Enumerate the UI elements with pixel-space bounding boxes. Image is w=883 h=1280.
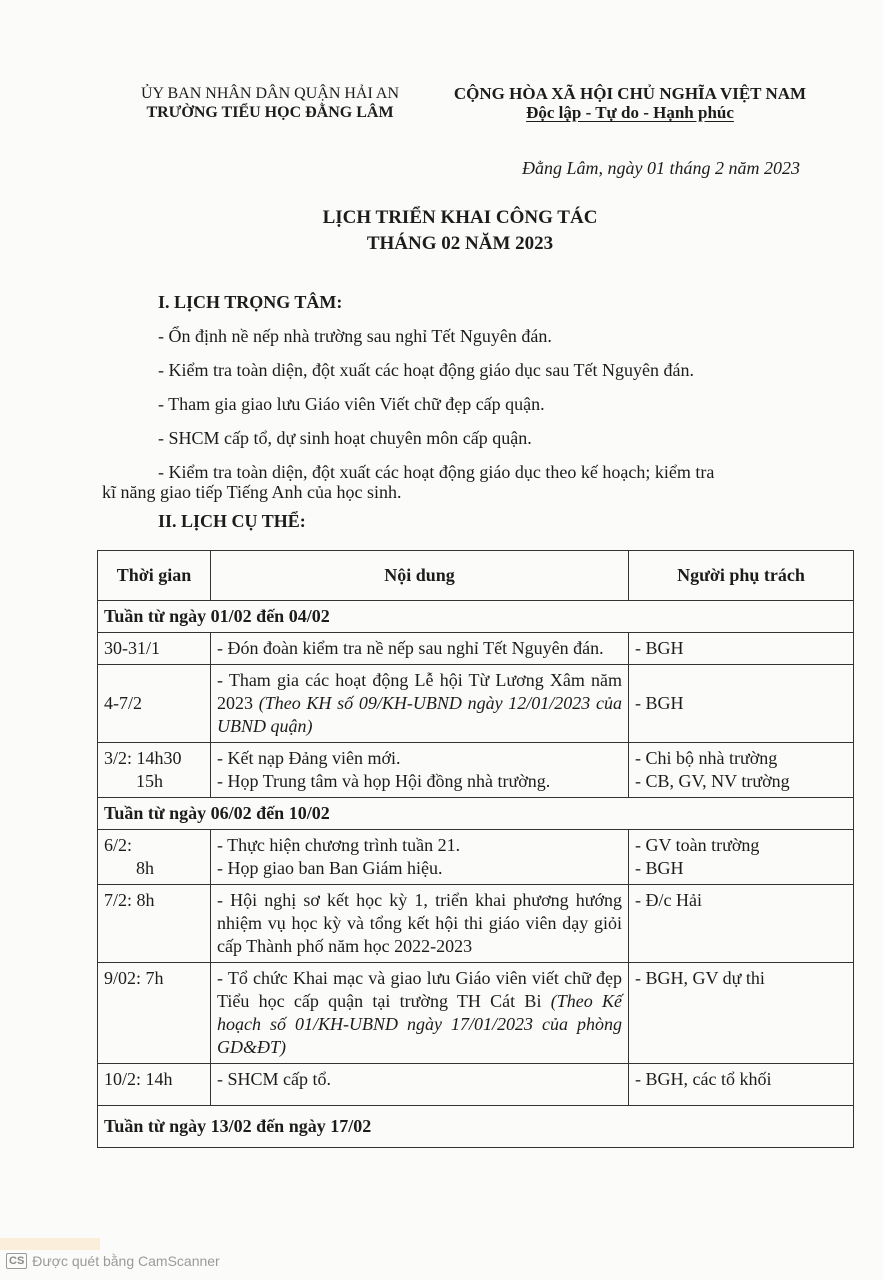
focus-item: - Kiểm tra toàn diện, đột xuất các hoạt động giáo dục theo kế hoạch; kiểm tra	[158, 462, 715, 482]
section-2-heading: II. LỊCH CỤ THỂ:	[158, 511, 306, 531]
authority-line: ỦY BAN NHÂN DÂN QUẬN HẢI AN	[140, 85, 400, 102]
title-line-2: THÁNG 02 NĂM 2023	[366, 233, 554, 254]
week-row	[98, 601, 854, 633]
week-label: Tuần từ ngày 06/02 đến 10/02	[98, 798, 854, 830]
person-cell: - BGH	[629, 665, 854, 743]
content-text: - Họp Trung tâm và họp Hội đồng nhà trường.	[217, 771, 551, 791]
time-cell: 4-7/2	[98, 665, 211, 743]
person-value: - BGH	[635, 858, 684, 878]
table-row	[98, 665, 854, 743]
time-value: 6/2:	[104, 835, 133, 855]
focus-item: - Ổn định nề nếp nhà trường sau nghỉ Tết Nguyên đán.	[158, 326, 552, 346]
table-row	[98, 743, 854, 798]
scanner-watermark	[6, 1253, 220, 1269]
school-name: TRƯỜNG TIỂU HỌC ĐẰNG LÂM	[146, 104, 394, 121]
person-cell: - BGH, các tổ khối	[629, 1064, 854, 1106]
content-text: - Tổ chức Khai mạc và giao lưu Giáo viên viết chữ đẹp Tiểu học cấp quận tại trường TH Cát Bi	[217, 968, 622, 1011]
table-header-row	[98, 551, 854, 601]
content-cell: - Hội nghị sơ kết học kỳ 1, triển khai phương hướng nhiệm vụ học kỳ và tổng kết hội thi giáo viên dạy giỏi cấp Thành phố năm học 2022-2023	[211, 885, 629, 963]
person-value: - GV toàn trường	[635, 835, 760, 855]
header-person: Người phụ trách	[629, 551, 854, 601]
content-reference: (Theo Kế hoạch số 01/KH-UBND ngày 17/01/2023 của phòng GD&ĐT)	[217, 991, 622, 1057]
week-row	[98, 1106, 854, 1148]
person-cell	[629, 743, 854, 798]
person-cell: - Đ/c Hải	[629, 885, 854, 963]
header-content: Nội dung	[211, 551, 629, 601]
content-cell: - Đón đoàn kiểm tra nề nếp sau nghỉ Tết Nguyên đán.	[211, 633, 629, 665]
content-text: - Kết nạp Đảng viên mới.	[217, 748, 401, 768]
focus-item: - SHCM cấp tổ, dự sinh hoạt chuyên môn cấp quận.	[158, 428, 532, 448]
content-text: - Thực hiện chương trình tuần 21.	[217, 835, 461, 855]
week-row	[98, 798, 854, 830]
table-row	[98, 885, 854, 963]
focus-item: - Tham gia giao lưu Giáo viên Viết chữ đẹp cấp quận.	[158, 394, 545, 414]
content-text: - Tham gia các hoạt động Lễ hội Từ Lương Xâm năm 2023	[217, 670, 622, 713]
week-label: Tuần từ ngày 01/02 đến 04/02	[98, 601, 854, 633]
section-1-heading: I. LỊCH TRỌNG TÂM:	[158, 292, 343, 312]
content-text: - Họp giao ban Ban Giám hiệu.	[217, 858, 443, 878]
week-label: Tuần từ ngày 13/02 đến ngày 17/02	[98, 1106, 854, 1148]
paper-stain	[0, 1238, 100, 1250]
content-cell	[211, 963, 629, 1064]
time-cell	[98, 830, 211, 885]
date-line: Đằng Lâm, ngày 01 tháng 2 năm 2023	[522, 158, 800, 178]
time-cell	[98, 743, 211, 798]
focus-item: - Kiểm tra toàn diện, đột xuất các hoạt động giáo dục sau Tết Nguyên đán.	[158, 360, 695, 380]
title-line-1: LỊCH TRIỂN KHAI CÔNG TÁC	[322, 207, 598, 228]
camscanner-logo-icon: CS	[6, 1253, 27, 1269]
time-cell: 10/2: 14h	[98, 1064, 211, 1106]
section-1	[158, 286, 838, 488]
person-cell: - BGH, GV dự thi	[629, 963, 854, 1064]
person-cell: - BGH	[629, 633, 854, 665]
time-cell: 7/2: 8h	[98, 885, 211, 963]
motto: Độc lập - Tự do - Hạnh phúc	[526, 103, 734, 122]
person-cell	[629, 830, 854, 885]
content-reference: (Theo KH số 09/KH-UBND ngày 12/01/2023 của UBND quận)	[217, 693, 623, 736]
content-cell	[211, 665, 629, 743]
document-title	[100, 205, 820, 257]
focus-item-continued: kĩ năng giao tiếp Tiếng Anh của học sinh.	[102, 482, 402, 502]
content-cell: - SHCM cấp tổ.	[211, 1064, 629, 1106]
issuing-authority	[100, 84, 440, 122]
time-cell: 30-31/1	[98, 633, 211, 665]
content-cell	[211, 743, 629, 798]
time-value: 3/2: 14h30	[104, 748, 182, 768]
table-row	[98, 1064, 854, 1106]
national-motto	[430, 84, 830, 122]
watermark-text: Được quét bằng CamScanner	[32, 1253, 220, 1269]
time-value: 15h	[136, 771, 163, 791]
table-row	[98, 633, 854, 665]
time-cell: 9/02: 7h	[98, 963, 211, 1064]
person-value: - CB, GV, NV trường	[635, 771, 790, 791]
country-name: CỘNG HÒA XÃ HỘI CHỦ NGHĨA VIỆT NAM	[453, 84, 807, 103]
schedule-table	[97, 550, 854, 1148]
table-row	[98, 963, 854, 1064]
person-value: - Chi bộ nhà trường	[635, 748, 778, 768]
content-cell	[211, 830, 629, 885]
header-time: Thời gian	[98, 551, 211, 601]
table-row	[98, 830, 854, 885]
time-value: 8h	[136, 858, 154, 878]
